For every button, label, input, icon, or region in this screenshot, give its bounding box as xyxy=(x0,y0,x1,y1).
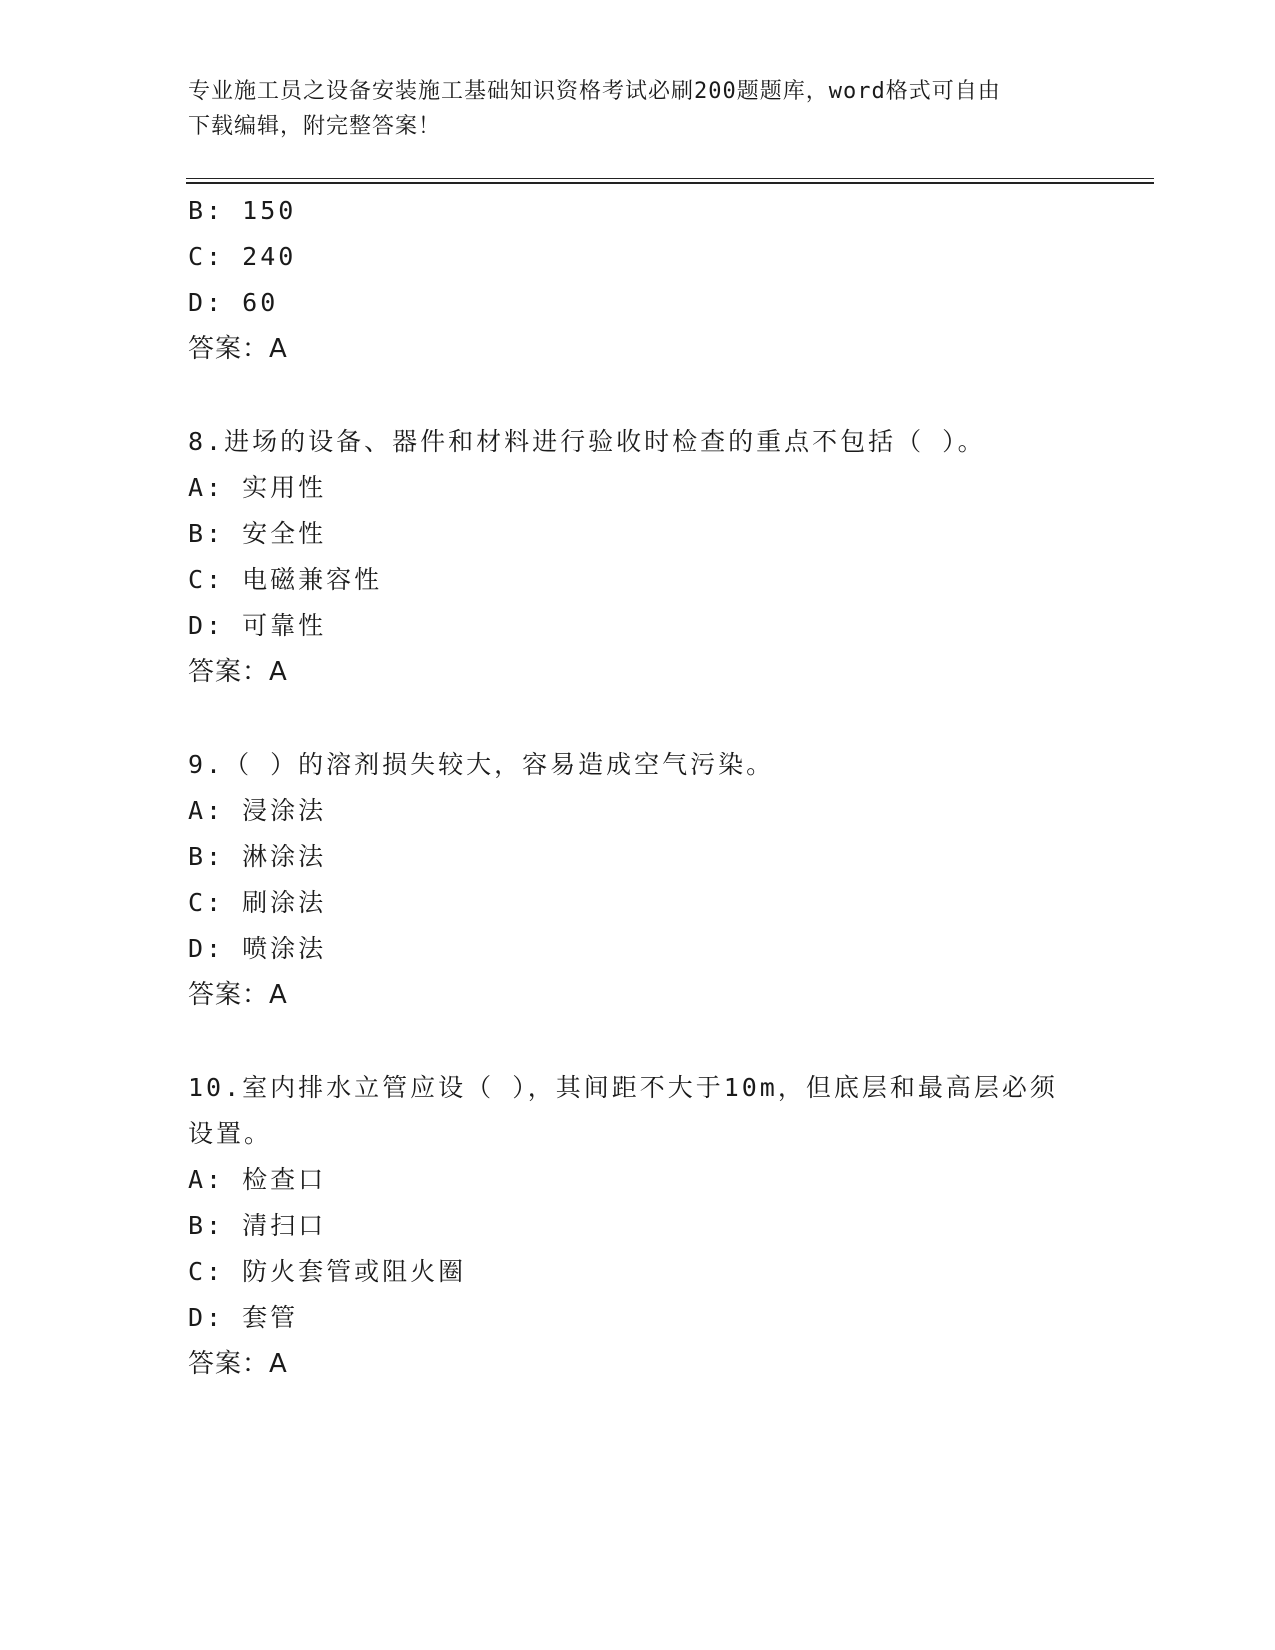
option-b: B: 150 xyxy=(188,196,297,225)
question-title-line-2: 设置。 xyxy=(188,1119,273,1148)
option-a: A: 浸涂法 xyxy=(188,796,327,825)
question-block-8 xyxy=(188,419,1108,695)
option-b: B: 清扫口 xyxy=(188,1211,327,1240)
header-divider-thick xyxy=(186,182,1154,184)
document-header xyxy=(188,74,1088,144)
answer-line: 答案：A xyxy=(188,657,288,687)
question-title: 8.进场的设备、器件和材料进行验收时检查的重点不包括（ ）。 xyxy=(188,427,986,456)
header-line-2: 下载编辑，附完整答案！ xyxy=(188,114,442,139)
option-d: D: 60 xyxy=(188,288,279,317)
option-a: A: 实用性 xyxy=(188,473,327,502)
header-divider-thin xyxy=(186,178,1154,179)
option-b: B: 安全性 xyxy=(188,519,327,548)
option-d: D: 可靠性 xyxy=(188,611,327,640)
question-block-10 xyxy=(188,1065,1108,1387)
question-title-line-1: 10.室内排水立管应设（ ），其间距不大于10m，但底层和最高层必须 xyxy=(188,1073,1058,1102)
answer-line: 答案：A xyxy=(188,1349,288,1379)
option-d: D: 喷涂法 xyxy=(188,934,327,963)
header-line-1: 专业施工员之设备安装施工基础知识资格考试必刷200题题库，word格式可自由 xyxy=(188,79,1001,104)
option-a: A: 检查口 xyxy=(188,1165,327,1194)
option-c: C: 刷涂法 xyxy=(188,888,327,917)
option-c: C: 电磁兼容性 xyxy=(188,565,383,594)
question-block-7 xyxy=(188,188,1108,372)
question-title: 9.（ ）的溶剂损失较大，容易造成空气污染。 xyxy=(188,750,775,779)
answer-line: 答案：A xyxy=(188,334,288,364)
answer-line: 答案：A xyxy=(188,980,288,1010)
option-b: B: 淋涂法 xyxy=(188,842,327,871)
option-c: C: 240 xyxy=(188,242,297,271)
question-block-9 xyxy=(188,742,1108,1018)
option-c: C: 防火套管或阻火圈 xyxy=(188,1257,467,1286)
question-content xyxy=(188,188,1108,1387)
option-d: D: 套管 xyxy=(188,1303,299,1332)
